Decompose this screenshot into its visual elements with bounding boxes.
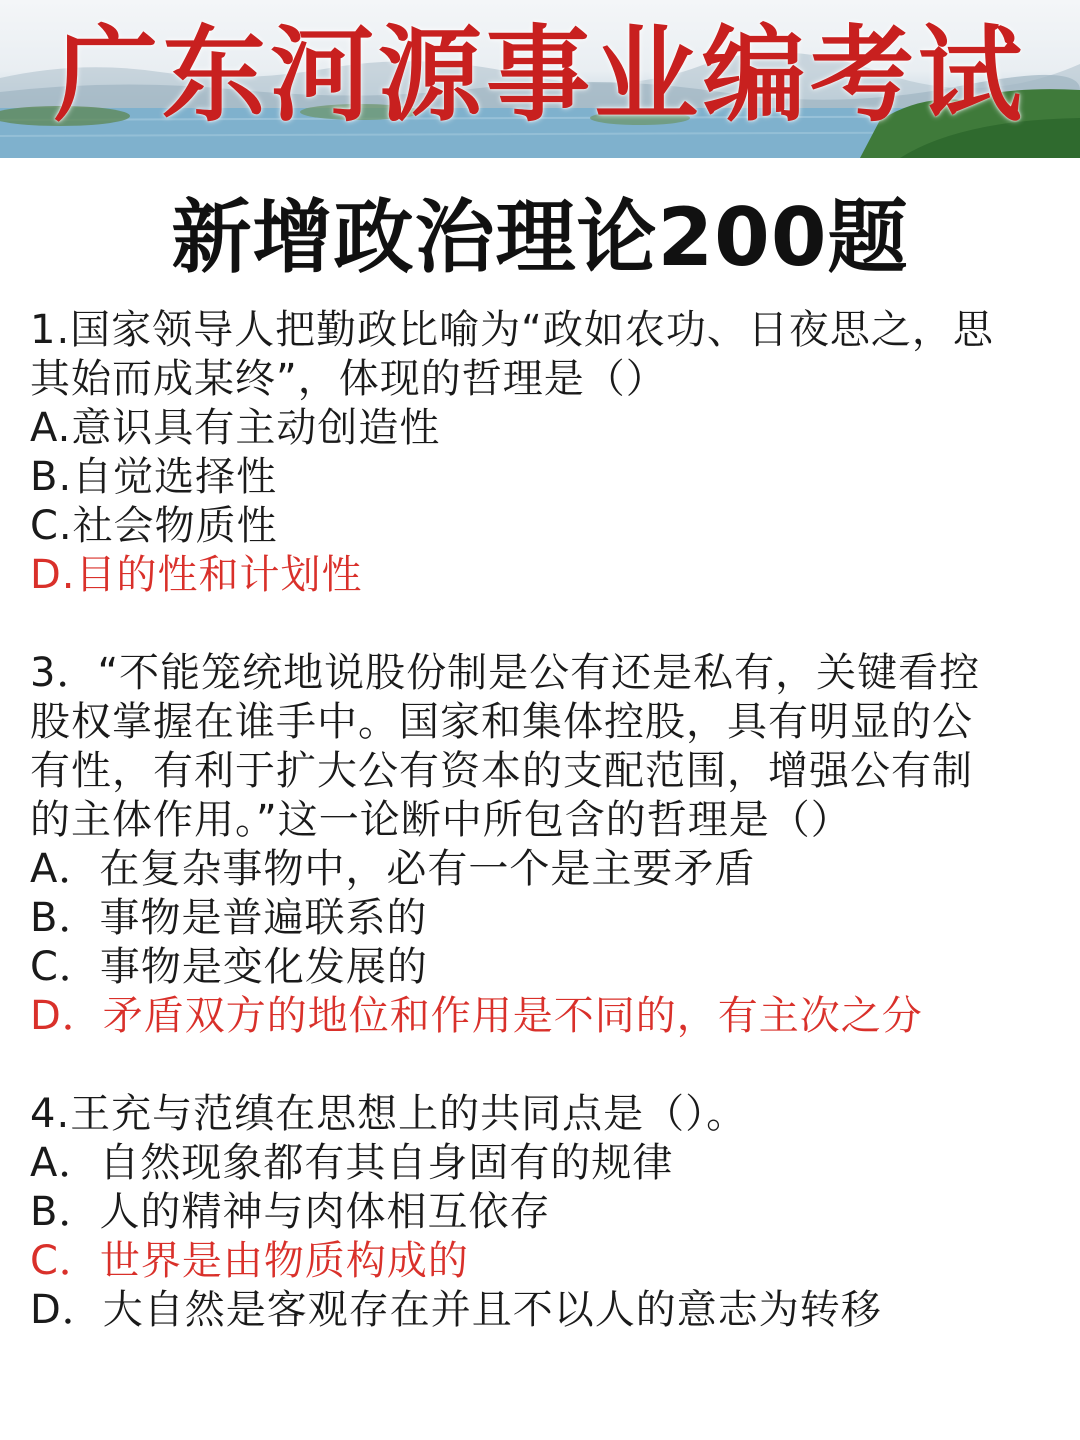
option-c: C．事物是变化发展的 bbox=[30, 944, 428, 990]
header-banner bbox=[0, 0, 1080, 158]
spacer bbox=[30, 600, 1060, 649]
option-d-answer: D.目的性和计划性 bbox=[30, 552, 363, 598]
spacer bbox=[30, 1041, 1060, 1090]
option-b: B．人的精神与肉体相互依存 bbox=[30, 1189, 551, 1235]
question-stem-line: 有性，有利于扩大公有资本的支配范围，增强公有制 bbox=[30, 748, 973, 794]
option-d-answer: D．矛盾双方的地位和作用是不同的，有主次之分 bbox=[30, 993, 923, 1039]
option-d: D．大自然是客观存在并且不以人的意志为转移 bbox=[30, 1287, 882, 1333]
option-a: A.意识具有主动创造性 bbox=[30, 405, 441, 451]
question-stem-line: 4.王充与范缜在思想上的共同点是（）。 bbox=[30, 1091, 748, 1137]
page-title: 新增政治理论200题 bbox=[171, 191, 909, 284]
question-stem-line: 其始而成某终”，体现的哲理是（） bbox=[30, 356, 667, 402]
question-stem-line: 的主体作用。”这一论断中所包含的哲理是（） bbox=[30, 797, 852, 843]
option-a: A．在复杂事物中，必有一个是主要矛盾 bbox=[30, 846, 756, 892]
banner-title: 广东河源事业编考试 bbox=[53, 14, 1026, 136]
question-stem-line: 1.国家领导人把勤政比喻为“政如农功、日夜思之，思 bbox=[30, 307, 994, 353]
question-stem-line: 3．“不能笼统地说股份制是公有还是私有，关键看控 bbox=[30, 650, 981, 696]
option-b: B．事物是普遍联系的 bbox=[30, 895, 428, 941]
question-3 bbox=[30, 649, 1060, 1041]
option-a: A．自然现象都有其自身固有的规律 bbox=[30, 1140, 674, 1186]
question-1 bbox=[30, 306, 1060, 600]
question-4 bbox=[30, 1090, 1060, 1335]
question-list bbox=[30, 306, 1060, 1335]
option-c: C.社会物质性 bbox=[30, 503, 278, 549]
option-b: B.自觉选择性 bbox=[30, 454, 278, 500]
option-c-answer: C．世界是由物质构成的 bbox=[30, 1238, 469, 1284]
question-stem-line: 股权掌握在谁手中。国家和集体控股，具有明显的公 bbox=[30, 699, 973, 745]
